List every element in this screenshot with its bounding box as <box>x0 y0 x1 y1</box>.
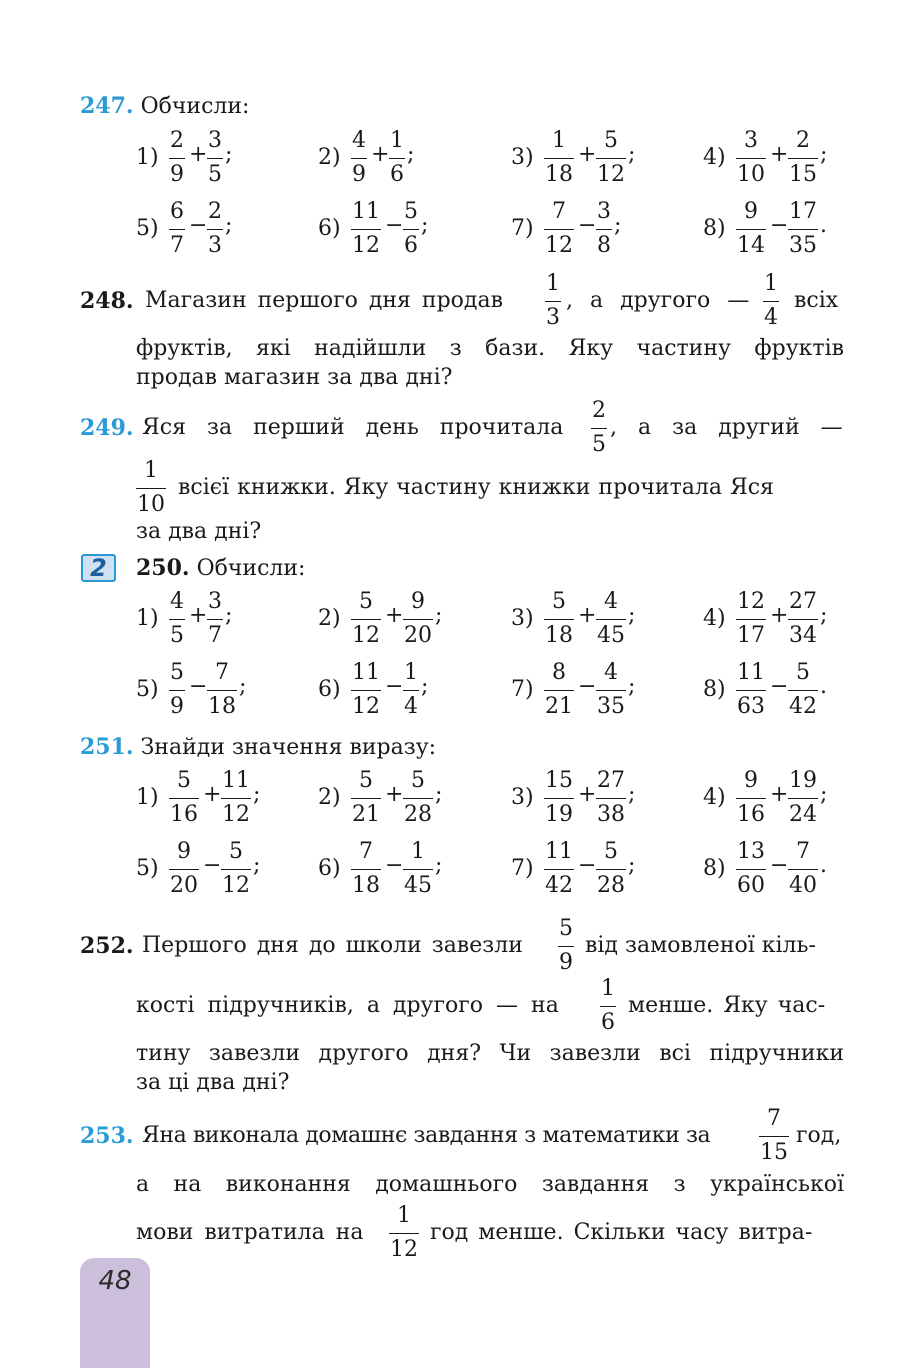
numerator: 1 <box>404 660 418 685</box>
fraction <box>788 659 818 720</box>
punctuation: ; <box>820 142 828 167</box>
fraction <box>403 659 419 720</box>
fraction <box>596 588 626 649</box>
numerator: 27 <box>597 768 625 793</box>
fraction <box>221 838 251 899</box>
fraction <box>169 588 185 649</box>
fraction <box>544 659 574 720</box>
denominator: 12 <box>545 233 573 258</box>
plus-sign: + <box>189 142 208 167</box>
numerator: 1 <box>397 1203 411 1228</box>
exercise-label: 7) <box>511 856 534 881</box>
problem-number: 253. <box>80 1123 134 1149</box>
denominator: 14 <box>737 233 765 258</box>
fraction <box>544 838 574 899</box>
punctuation: ; <box>239 674 247 699</box>
fraction <box>351 127 367 188</box>
problem-249-line1 <box>80 414 134 443</box>
numerator: 2 <box>170 128 184 153</box>
numerator: 7 <box>552 199 566 224</box>
denominator: 3 <box>208 233 222 258</box>
denominator: 63 <box>737 694 765 719</box>
numerator: 13 <box>737 839 765 864</box>
numerator: 5 <box>552 589 566 614</box>
exercise-label: 5) <box>136 856 159 881</box>
fraction <box>169 659 185 720</box>
denominator: 7 <box>208 623 222 648</box>
problem-title: Обчисли: <box>196 556 306 581</box>
numerator: 1 <box>546 271 560 296</box>
denominator: 35 <box>789 233 817 258</box>
fraction <box>596 198 612 259</box>
denominator: 17 <box>737 623 765 648</box>
fraction <box>763 270 779 331</box>
problem-249-text-a: Яся за перший день прочитала <box>142 415 564 440</box>
fraction <box>596 659 626 720</box>
denominator: 15 <box>760 1140 788 1165</box>
problem-252-text-c: кості підручників, а другого — на <box>136 993 559 1018</box>
punctuation: ; <box>628 603 636 628</box>
minus-sign: − <box>770 213 789 238</box>
minus-sign: − <box>770 853 789 878</box>
plus-sign: + <box>578 603 597 628</box>
numerator: 11 <box>352 199 380 224</box>
denominator: 18 <box>545 623 573 648</box>
fraction <box>169 767 199 828</box>
fraction <box>403 588 433 649</box>
problem-249-text-c: всієї книжки. Яку частину книжки прочитала Яся <box>178 475 774 500</box>
denominator: 9 <box>559 950 573 975</box>
fraction <box>351 767 381 828</box>
fraction <box>136 457 166 518</box>
punctuation: ; <box>225 142 233 167</box>
problem-title: Знайди значення виразу: <box>140 735 437 760</box>
denominator: 15 <box>789 162 817 187</box>
punctuation: ; <box>407 142 415 167</box>
exercise-label: 8) <box>703 216 726 241</box>
plus-sign: + <box>189 603 208 628</box>
denominator: 16 <box>737 802 765 827</box>
exercise-label: 2) <box>318 606 341 631</box>
punctuation: . <box>820 213 827 238</box>
plus-sign: + <box>203 782 222 807</box>
numerator: 15 <box>545 768 573 793</box>
minus-sign: − <box>189 674 208 699</box>
plus-sign: + <box>371 142 390 167</box>
denominator: 38 <box>597 802 625 827</box>
numerator: 3 <box>208 128 222 153</box>
plus-sign: + <box>770 782 789 807</box>
fraction <box>736 198 766 259</box>
numerator: 9 <box>411 589 425 614</box>
numerator: 9 <box>744 768 758 793</box>
numerator: 7 <box>215 660 229 685</box>
numerator: 5 <box>359 768 373 793</box>
fraction <box>544 127 574 188</box>
denominator: 35 <box>597 694 625 719</box>
numerator: 1 <box>601 976 615 1001</box>
fraction <box>788 588 818 649</box>
exercise-label: 2) <box>318 785 341 810</box>
fraction <box>221 767 251 828</box>
page-number: 48 <box>98 1266 132 1296</box>
problem-253-text-c: мови витратила на <box>136 1220 364 1245</box>
denominator: 9 <box>170 162 184 187</box>
numerator: 1 <box>764 271 778 296</box>
denominator: 60 <box>737 873 765 898</box>
denominator: 4 <box>404 694 418 719</box>
punctuation: ; <box>253 853 261 878</box>
minus-sign: − <box>385 853 404 878</box>
numerator: 4 <box>170 589 184 614</box>
punctuation: . <box>820 853 827 878</box>
exercise-label: 4) <box>703 606 726 631</box>
numerator: 4 <box>604 660 618 685</box>
denominator: 8 <box>597 233 611 258</box>
denominator: 6 <box>404 233 418 258</box>
punctuation: ; <box>435 603 443 628</box>
problem-249-line3: за два дні? <box>136 519 262 544</box>
fraction <box>169 198 185 259</box>
fraction <box>600 975 616 1036</box>
exercise-label: 1) <box>136 145 159 170</box>
punctuation: ; <box>225 603 233 628</box>
numerator: 5 <box>177 768 191 793</box>
minus-sign: − <box>203 853 222 878</box>
fraction <box>591 397 607 458</box>
denominator: 12 <box>352 623 380 648</box>
numerator: 5 <box>796 660 810 685</box>
numerator: 5 <box>170 660 184 685</box>
punctuation: ; <box>628 782 636 807</box>
punctuation: ; <box>820 603 828 628</box>
numerator: 11 <box>737 660 765 685</box>
difficulty-level-badge: 2 <box>81 554 116 582</box>
exercise-label: 6) <box>318 677 341 702</box>
fraction <box>596 838 626 899</box>
numerator: 5 <box>359 589 373 614</box>
problem-253-text-b: год, <box>796 1123 842 1148</box>
denominator: 5 <box>592 432 606 457</box>
denominator: 12 <box>390 1237 418 1262</box>
numerator: 11 <box>545 839 573 864</box>
fraction <box>207 588 223 649</box>
numerator: 11 <box>352 660 380 685</box>
numerator: 3 <box>208 589 222 614</box>
minus-sign: − <box>578 213 597 238</box>
numerator: 4 <box>604 589 618 614</box>
minus-sign: − <box>578 853 597 878</box>
denominator: 28 <box>404 802 432 827</box>
punctuation: ; <box>253 782 261 807</box>
problem-252-text-b: від замовленої кіль- <box>585 933 816 958</box>
numerator: 2 <box>796 128 810 153</box>
numerator: 6 <box>170 199 184 224</box>
punctuation: ; <box>628 674 636 699</box>
fraction <box>596 767 626 828</box>
numerator: 5 <box>604 839 618 864</box>
punctuation: ; <box>435 782 443 807</box>
denominator: 12 <box>597 162 625 187</box>
numerator: 1 <box>552 128 566 153</box>
fraction <box>788 767 818 828</box>
denominator: 6 <box>601 1010 615 1035</box>
denominator: 40 <box>789 873 817 898</box>
fraction <box>736 767 766 828</box>
numerator: 3 <box>597 199 611 224</box>
denominator: 19 <box>545 802 573 827</box>
denominator: 9 <box>352 162 366 187</box>
exercise-label: 3) <box>511 145 534 170</box>
denominator: 20 <box>404 623 432 648</box>
exercise-label: 7) <box>511 677 534 702</box>
denominator: 18 <box>208 694 236 719</box>
plus-sign: + <box>385 603 404 628</box>
plus-sign: + <box>578 782 597 807</box>
exercise-label: 1) <box>136 606 159 631</box>
numerator: 1 <box>144 458 158 483</box>
numerator: 4 <box>352 128 366 153</box>
punctuation: ; <box>435 853 443 878</box>
numerator: 12 <box>737 589 765 614</box>
problem-number: 248. <box>80 288 134 314</box>
problem-number: 251. <box>80 734 134 760</box>
denominator: 7 <box>170 233 184 258</box>
problem-number: 247. <box>80 93 134 119</box>
numerator: 19 <box>789 768 817 793</box>
fraction <box>403 767 433 828</box>
plus-sign: + <box>770 603 789 628</box>
punctuation: ; <box>614 213 622 238</box>
problem-number: 252. <box>80 933 134 959</box>
numerator: 5 <box>229 839 243 864</box>
punctuation: ; <box>628 853 636 878</box>
plus-sign: + <box>770 142 789 167</box>
fraction <box>207 127 223 188</box>
problem-title: Обчисли: <box>140 94 250 119</box>
fraction <box>403 198 419 259</box>
numerator: 7 <box>796 839 810 864</box>
fraction <box>558 915 574 976</box>
denominator: 45 <box>597 623 625 648</box>
denominator: 5 <box>170 623 184 648</box>
problem-253-line2: а на виконання домашнього завдання з української <box>136 1172 844 1197</box>
numerator: 5 <box>404 199 418 224</box>
fraction <box>351 838 381 899</box>
punctuation: ; <box>628 142 636 167</box>
numerator: 9 <box>177 839 191 864</box>
denominator: 12 <box>222 802 250 827</box>
punctuation: ; <box>421 213 429 238</box>
problem-248-text-b: , а другого — <box>566 288 750 313</box>
exercise-label: 6) <box>318 216 341 241</box>
exercise-label: 6) <box>318 856 341 881</box>
denominator: 9 <box>170 694 184 719</box>
denominator: 45 <box>404 873 432 898</box>
problem-253-text-d: год менше. Скільки часу витра- <box>430 1220 813 1245</box>
problem-252-line4: за ці два дні? <box>136 1070 290 1095</box>
exercise-label: 1) <box>136 785 159 810</box>
denominator: 6 <box>390 162 404 187</box>
exercise-label: 5) <box>136 216 159 241</box>
minus-sign: − <box>385 674 404 699</box>
denominator: 3 <box>546 305 560 330</box>
fraction <box>544 198 574 259</box>
problem-248-text-a: Магазин першого дня продав <box>145 288 503 313</box>
denominator: 12 <box>222 873 250 898</box>
problem-252-text-a: Першого дня до школи завезли <box>142 933 523 958</box>
denominator: 28 <box>597 873 625 898</box>
plus-sign: + <box>385 782 404 807</box>
fraction <box>545 270 561 331</box>
problem-253-line1 <box>80 1122 134 1151</box>
fraction <box>207 659 237 720</box>
denominator: 16 <box>170 802 198 827</box>
denominator: 21 <box>545 694 573 719</box>
fraction <box>736 588 766 649</box>
problem-253-text-a: Яна виконала домашнє завдання з математики за <box>142 1123 711 1148</box>
minus-sign: − <box>385 213 404 238</box>
denominator: 12 <box>352 233 380 258</box>
fraction <box>544 588 574 649</box>
numerator: 5 <box>411 768 425 793</box>
denominator: 42 <box>789 694 817 719</box>
problem-252-line3: тину завезли другого дня? Чи завезли всі підручники <box>136 1041 844 1066</box>
page-number-tab <box>80 1258 150 1368</box>
numerator: 7 <box>767 1106 781 1131</box>
numerator: 2 <box>592 398 606 423</box>
problem-248-line2: фруктів, які надійшли з бази. Яку частину фруктів <box>136 336 844 361</box>
denominator: 5 <box>208 162 222 187</box>
fraction <box>788 127 818 188</box>
numerator: 5 <box>604 128 618 153</box>
fraction <box>736 659 766 720</box>
denominator: 20 <box>170 873 198 898</box>
fraction <box>351 659 381 720</box>
fraction <box>169 127 185 188</box>
exercise-label: 8) <box>703 677 726 702</box>
fraction <box>403 838 433 899</box>
problem-252-line1 <box>80 932 134 961</box>
plus-sign: + <box>578 142 597 167</box>
exercise-label: 3) <box>511 606 534 631</box>
problem-248-line3: продав магазин за два дні? <box>136 365 453 390</box>
fraction <box>596 127 626 188</box>
exercise-label: 8) <box>703 856 726 881</box>
fraction <box>351 588 381 649</box>
exercise-label: 7) <box>511 216 534 241</box>
fraction <box>169 838 199 899</box>
problem-number: 249. <box>80 415 134 441</box>
punctuation: . <box>820 674 827 699</box>
problem-248-line1 <box>80 287 134 316</box>
denominator: 12 <box>352 694 380 719</box>
denominator: 24 <box>789 802 817 827</box>
exercise-label: 4) <box>703 785 726 810</box>
fraction <box>736 838 766 899</box>
punctuation: ; <box>820 782 828 807</box>
fraction <box>788 198 818 259</box>
punctuation: ; <box>421 674 429 699</box>
fraction <box>207 198 223 259</box>
exercise-label: 3) <box>511 785 534 810</box>
fraction <box>788 838 818 899</box>
problem-252-text-d: менше. Яку час- <box>628 993 826 1018</box>
fraction <box>389 127 405 188</box>
fraction <box>544 767 574 828</box>
numerator: 27 <box>789 589 817 614</box>
fraction <box>736 127 766 188</box>
numerator: 9 <box>744 199 758 224</box>
denominator: 18 <box>545 162 573 187</box>
minus-sign: − <box>189 213 208 238</box>
minus-sign: − <box>770 674 789 699</box>
numerator: 11 <box>222 768 250 793</box>
denominator: 21 <box>352 802 380 827</box>
numerator: 2 <box>208 199 222 224</box>
exercise-label: 4) <box>703 145 726 170</box>
numerator: 3 <box>744 128 758 153</box>
numerator: 17 <box>789 199 817 224</box>
problem-number: 250. <box>136 555 190 581</box>
fraction <box>389 1202 419 1263</box>
exercise-label: 5) <box>136 677 159 702</box>
numerator: 1 <box>411 839 425 864</box>
numerator: 8 <box>552 660 566 685</box>
denominator: 34 <box>789 623 817 648</box>
denominator: 42 <box>545 873 573 898</box>
punctuation: ; <box>225 213 233 238</box>
numerator: 1 <box>390 128 404 153</box>
fraction <box>351 198 381 259</box>
exercise-label: 2) <box>318 145 341 170</box>
problem-249-text-b: , а за другий — <box>610 415 843 440</box>
denominator: 18 <box>352 873 380 898</box>
problem-251-header <box>80 733 436 762</box>
denominator: 10 <box>737 162 765 187</box>
minus-sign: − <box>578 674 597 699</box>
denominator: 4 <box>764 305 778 330</box>
fraction <box>759 1105 789 1166</box>
numerator: 5 <box>559 916 573 941</box>
problem-250-header <box>136 554 305 583</box>
problem-247-header <box>80 92 249 121</box>
numerator: 7 <box>359 839 373 864</box>
problem-248-text-c: всіх <box>794 288 839 313</box>
denominator: 10 <box>137 492 165 517</box>
